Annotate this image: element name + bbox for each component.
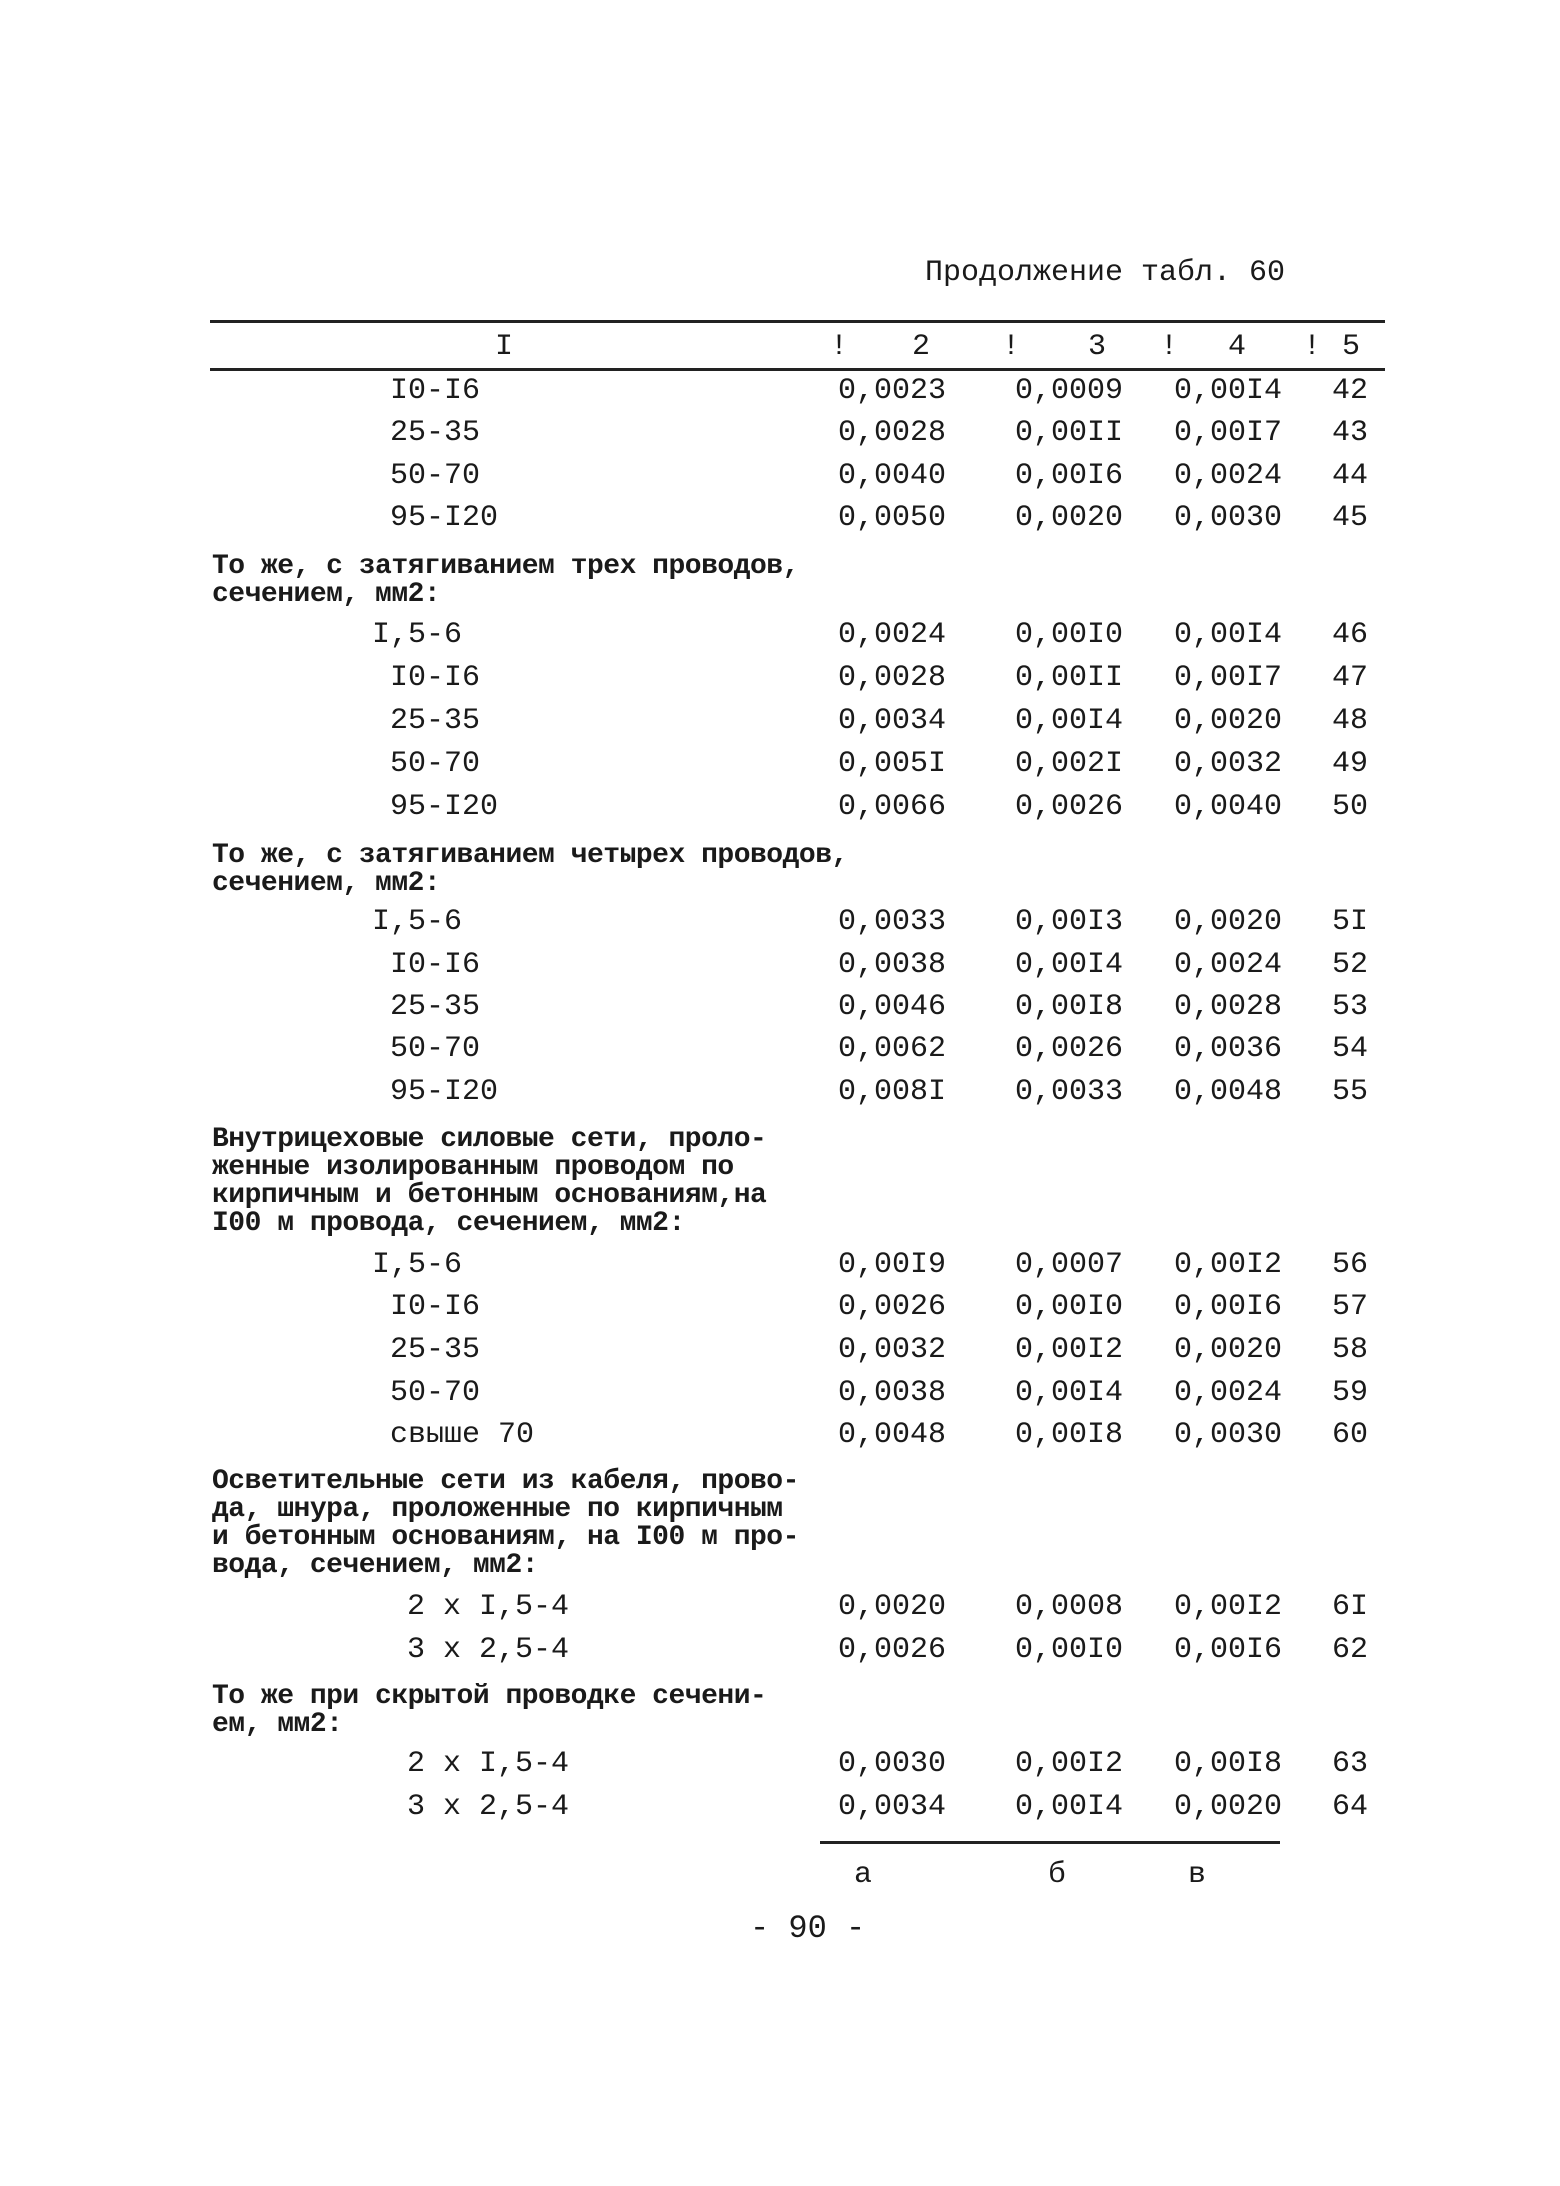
row-value-col3: 0,00I4 (1015, 948, 1124, 982)
row-number: 62 (1332, 1633, 1369, 1667)
row-value-col2: 0,0040 (838, 459, 947, 493)
table-row (0, 790, 1560, 830)
row-value-col4: 0,0032 (1174, 747, 1283, 781)
header-col-5: 5 (1342, 330, 1361, 364)
row-number: 43 (1332, 416, 1369, 450)
table-row (0, 990, 1560, 1030)
row-value-col3: 0,0033 (1015, 1075, 1124, 1109)
row-value-col2: 0,0033 (838, 905, 947, 939)
table-row (0, 1790, 1560, 1830)
row-number: 45 (1332, 501, 1369, 535)
row-value-col3: 0,00I4 (1015, 1376, 1124, 1410)
header-col-1: I (495, 330, 514, 364)
table-row (0, 704, 1560, 744)
row-size: I0-I6 (390, 374, 481, 408)
row-size: 25-35 (390, 416, 481, 450)
row-value-col2: 0,008I (838, 1075, 947, 1109)
row-number: 6I (1332, 1590, 1369, 1624)
row-value-col2: 0,0028 (838, 661, 947, 695)
section-heading: То же, с затягиванием трех проводов, сечением, мм2: (212, 551, 799, 610)
row-number: 47 (1332, 661, 1369, 695)
row-size: 2 x I,5-4 (407, 1747, 570, 1781)
row-size: 25-35 (390, 990, 481, 1024)
row-value-col3: 0,0009 (1015, 374, 1124, 408)
row-value-col4: 0,0024 (1174, 1376, 1283, 1410)
row-number: 44 (1332, 459, 1369, 493)
table-row (0, 1290, 1560, 1330)
table-row (0, 1747, 1560, 1787)
row-value-col3: 0,0026 (1015, 790, 1124, 824)
row-value-col2: 0,0038 (838, 1376, 947, 1410)
row-size: 3 x 2,5-4 (407, 1633, 570, 1667)
row-value-col2: 0,0038 (838, 948, 947, 982)
row-value-col3: 0,0008 (1015, 1590, 1124, 1624)
row-size: 95-I20 (390, 1075, 499, 1109)
row-value-col2: 0,0020 (838, 1590, 947, 1624)
row-value-col4: 0,0036 (1174, 1032, 1283, 1066)
footer-label-c: в (1188, 1858, 1207, 1892)
table-row (0, 1075, 1560, 1115)
row-value-col4: 0,0028 (1174, 990, 1283, 1024)
row-value-col4: 0,0030 (1174, 1418, 1283, 1452)
row-number: 48 (1332, 704, 1369, 738)
header-col-3: 3 (1088, 330, 1107, 364)
row-number: 42 (1332, 374, 1369, 408)
row-value-col4: 0,00I2 (1174, 1590, 1283, 1624)
row-value-col4: 0,00I6 (1174, 1633, 1283, 1667)
row-value-col2: 0,0050 (838, 501, 947, 535)
row-size: I,5-6 (372, 905, 463, 939)
row-size: 50-70 (390, 459, 481, 493)
row-value-col2: 0,0026 (838, 1290, 947, 1324)
row-value-col4: 0,0020 (1174, 1333, 1283, 1367)
header-col-4: 4 (1228, 330, 1247, 364)
row-value-col2: 0,0024 (838, 618, 947, 652)
row-number: 63 (1332, 1747, 1369, 1781)
table-row (0, 618, 1560, 658)
table-row (0, 501, 1560, 541)
row-number: 5I (1332, 905, 1369, 939)
row-value-col2: 0,005I (838, 747, 947, 781)
row-value-col3: 0,00I2 (1015, 1333, 1124, 1367)
row-value-col3: 0,00I0 (1015, 618, 1124, 652)
row-number: 60 (1332, 1418, 1369, 1452)
row-value-col3: 0,00I8 (1015, 990, 1124, 1024)
row-value-col4: 0,0020 (1174, 704, 1283, 738)
row-size: 50-70 (390, 1376, 481, 1410)
row-number: 52 (1332, 948, 1369, 982)
footer-label-a: а (854, 1858, 873, 1892)
row-number: 55 (1332, 1075, 1369, 1109)
row-number: 50 (1332, 790, 1369, 824)
row-size: 25-35 (390, 1333, 481, 1367)
row-value-col4: 0,0020 (1174, 905, 1283, 939)
row-size: 95-I20 (390, 501, 499, 535)
header-separator: ! (1303, 330, 1322, 364)
row-number: 46 (1332, 618, 1369, 652)
row-value-col2: 0,0028 (838, 416, 947, 450)
table-row (0, 661, 1560, 701)
row-value-col4: 0,00I7 (1174, 416, 1283, 450)
row-value-col3: 0,00I8 (1015, 1418, 1124, 1452)
table-row (0, 1376, 1560, 1416)
row-value-col3: 0,00I4 (1015, 704, 1124, 738)
row-value-col2: 0,0030 (838, 1747, 947, 1781)
table-row (0, 1418, 1560, 1458)
row-value-col3: 0,00I3 (1015, 905, 1124, 939)
table-row (0, 747, 1560, 787)
section-heading: Осветительные сети из кабеля, прово- да, шнура, проложенные по кирпичным и бетонным основаниям, на I00 м про- вода, сечением, мм2: (212, 1466, 799, 1581)
row-value-col4: 0,00I2 (1174, 1248, 1283, 1282)
row-number: 57 (1332, 1290, 1369, 1324)
header-col-2: 2 (912, 330, 931, 364)
section-heading: То же при скрытой проводке сечени- ем, мм2: (212, 1681, 767, 1740)
section-heading: Внутрицеховые силовые сети, проло- женные изолированным проводом по кирпичным и бетонным основаниям,на I00 м провода, сечением, мм2: (212, 1124, 767, 1239)
table-caption: Продолжение табл. 60 (925, 256, 1286, 290)
table-row (0, 374, 1560, 414)
table-row (0, 1333, 1560, 1373)
row-size: I0-I6 (390, 948, 481, 982)
row-number: 59 (1332, 1376, 1369, 1410)
row-value-col4: 0,0048 (1174, 1075, 1283, 1109)
row-size: 95-I20 (390, 790, 499, 824)
row-value-col2: 0,00I9 (838, 1248, 947, 1282)
row-value-col2: 0,0034 (838, 1790, 947, 1824)
table-row (0, 1248, 1560, 1288)
row-value-col3: 0,00I6 (1015, 459, 1124, 493)
row-size: I,5-6 (372, 1248, 463, 1282)
row-size: 3 x 2,5-4 (407, 1790, 570, 1824)
row-size: I,5-6 (372, 618, 463, 652)
header-separator: ! (830, 330, 849, 364)
row-value-col3: 0,00I4 (1015, 1790, 1124, 1824)
row-size: 2 x I,5-4 (407, 1590, 570, 1624)
header-bottom-rule (210, 368, 1385, 371)
table-row (0, 1633, 1560, 1673)
table-row (0, 1590, 1560, 1630)
header-separator: ! (1002, 330, 1021, 364)
table-row (0, 905, 1560, 945)
row-value-col2: 0,0046 (838, 990, 947, 1024)
row-value-col4: 0,00I8 (1174, 1747, 1283, 1781)
row-number: 53 (1332, 990, 1369, 1024)
row-value-col4: 0,00I6 (1174, 1290, 1283, 1324)
row-value-col3: 0,0007 (1015, 1248, 1124, 1282)
row-value-col4: 0,0040 (1174, 790, 1283, 824)
row-value-col2: 0,0048 (838, 1418, 947, 1452)
row-number: 49 (1332, 747, 1369, 781)
header-top-rule (210, 320, 1385, 323)
row-value-col2: 0,0026 (838, 1633, 947, 1667)
row-number: 54 (1332, 1032, 1369, 1066)
row-value-col2: 0,0062 (838, 1032, 947, 1066)
row-value-col2: 0,0023 (838, 374, 947, 408)
row-value-col4: 0,0020 (1174, 1790, 1283, 1824)
row-value-col2: 0,0066 (838, 790, 947, 824)
table-row (0, 948, 1560, 988)
row-value-col2: 0,0034 (838, 704, 947, 738)
row-size: свыше 70 (390, 1418, 535, 1452)
row-value-col3: 0,0026 (1015, 1032, 1124, 1066)
row-number: 58 (1332, 1333, 1369, 1367)
row-number: 56 (1332, 1248, 1369, 1282)
section-heading: То же, с затягиванием четырех проводов, сечением, мм2: (212, 840, 848, 899)
row-size: I0-I6 (390, 1290, 481, 1324)
row-value-col3: 0,002I (1015, 747, 1124, 781)
row-value-col3: 0,00II (1015, 661, 1124, 695)
row-value-col4: 0,0030 (1174, 501, 1283, 535)
row-value-col4: 0,00I4 (1174, 374, 1283, 408)
row-number: 64 (1332, 1790, 1369, 1824)
row-value-col3: 0,0020 (1015, 501, 1124, 535)
row-size: I0-I6 (390, 661, 481, 695)
table-row (0, 459, 1560, 499)
row-size: 25-35 (390, 704, 481, 738)
row-value-col4: 0,0024 (1174, 459, 1283, 493)
page-number: - 90 - (750, 1910, 866, 1947)
row-value-col4: 0,00I4 (1174, 618, 1283, 652)
footer-rule (820, 1841, 1280, 1844)
table-row (0, 1032, 1560, 1072)
row-size: 50-70 (390, 1032, 481, 1066)
row-value-col3: 0,00I2 (1015, 1747, 1124, 1781)
row-value-col3: 0,00I0 (1015, 1290, 1124, 1324)
row-size: 50-70 (390, 747, 481, 781)
row-value-col3: 0,00II (1015, 416, 1124, 450)
row-value-col4: 0,0024 (1174, 948, 1283, 982)
row-value-col2: 0,0032 (838, 1333, 947, 1367)
header-separator: ! (1160, 330, 1179, 364)
row-value-col3: 0,00I0 (1015, 1633, 1124, 1667)
row-value-col4: 0,00I7 (1174, 661, 1283, 695)
footer-label-b: б (1048, 1858, 1067, 1892)
table-row (0, 416, 1560, 456)
